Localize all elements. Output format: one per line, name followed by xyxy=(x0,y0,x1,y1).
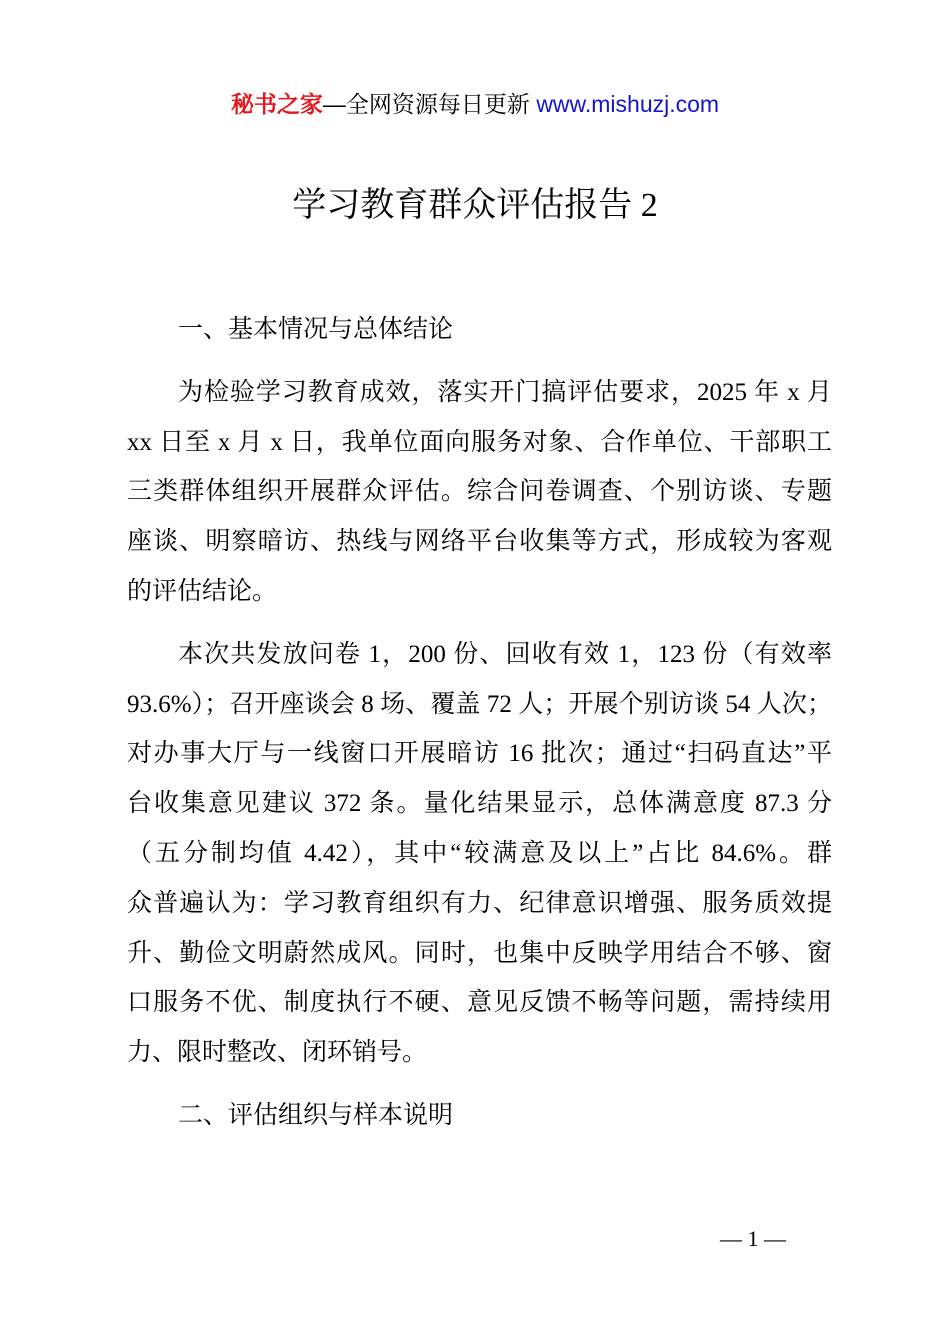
text-line: 的评估结论。 xyxy=(127,577,278,605)
text-line: 为检验学习教育成效，落实开门搞评估要求，2025 年 x 月 xyxy=(178,378,832,406)
site-brand: 秘书之家 xyxy=(230,91,323,117)
text-line: 一、基本情况与总体结论 xyxy=(178,316,454,343)
paragraph xyxy=(127,368,832,617)
text-line: 二、评估组织与样本说明 xyxy=(178,1101,454,1129)
text-line: 升、勤俭文明蔚然成风。同时，也集中反映学用结合不够、窗 xyxy=(127,939,832,967)
site-url-link[interactable]: www.mishuzj.com xyxy=(536,91,720,117)
text-line: 台收集意见建议 372 条。量化结果显示，总体满意度 87.3 分 xyxy=(127,790,832,818)
text-line: （五分制均值 4.42），其中“较满意及以上”占比 84.6%。群 xyxy=(127,839,832,867)
section-heading xyxy=(127,305,832,355)
section-heading xyxy=(127,1091,832,1141)
text-line: 93.6%）；召开座谈会 8 场、覆盖 72 人；开展个别访谈 54 人次； xyxy=(127,690,832,718)
text-line: 力、限时整改、闭环销号。 xyxy=(127,1039,428,1067)
text-line: 座谈、明察暗访、热线与网络平台收集等方式，形成较为客观 xyxy=(127,528,832,556)
paragraph xyxy=(127,630,832,1078)
text-line: 对办事大厅与一线窗口开展暗访 16 批次；通过“扫码直达”平 xyxy=(127,740,832,768)
site-tagline: —全网资源每日更新 xyxy=(322,91,537,117)
document-title: 学习教育群众评估报告 2 xyxy=(292,187,658,224)
text-line: 众普遍认为：学习教育组织有力、纪律意识增强、服务质效提 xyxy=(127,889,832,917)
text-line: xx 日至 x 月 x 日，我单位面向服务对象、合作单位、干部职工 xyxy=(127,428,832,456)
text-line: 口服务不优、制度执行不硬、意见反馈不畅等问题，需持续用 xyxy=(127,989,832,1017)
text-line: 三类群体组织开展群众评估。综合问卷调查、个别访谈、专题 xyxy=(127,478,832,506)
site-banner xyxy=(0,88,950,120)
text-line: 本次共发放问卷 1，200 份、回收有效 1，123 份（有效率 xyxy=(178,640,832,668)
page-number: — 1 — xyxy=(720,1226,786,1251)
document-body xyxy=(127,305,832,1154)
